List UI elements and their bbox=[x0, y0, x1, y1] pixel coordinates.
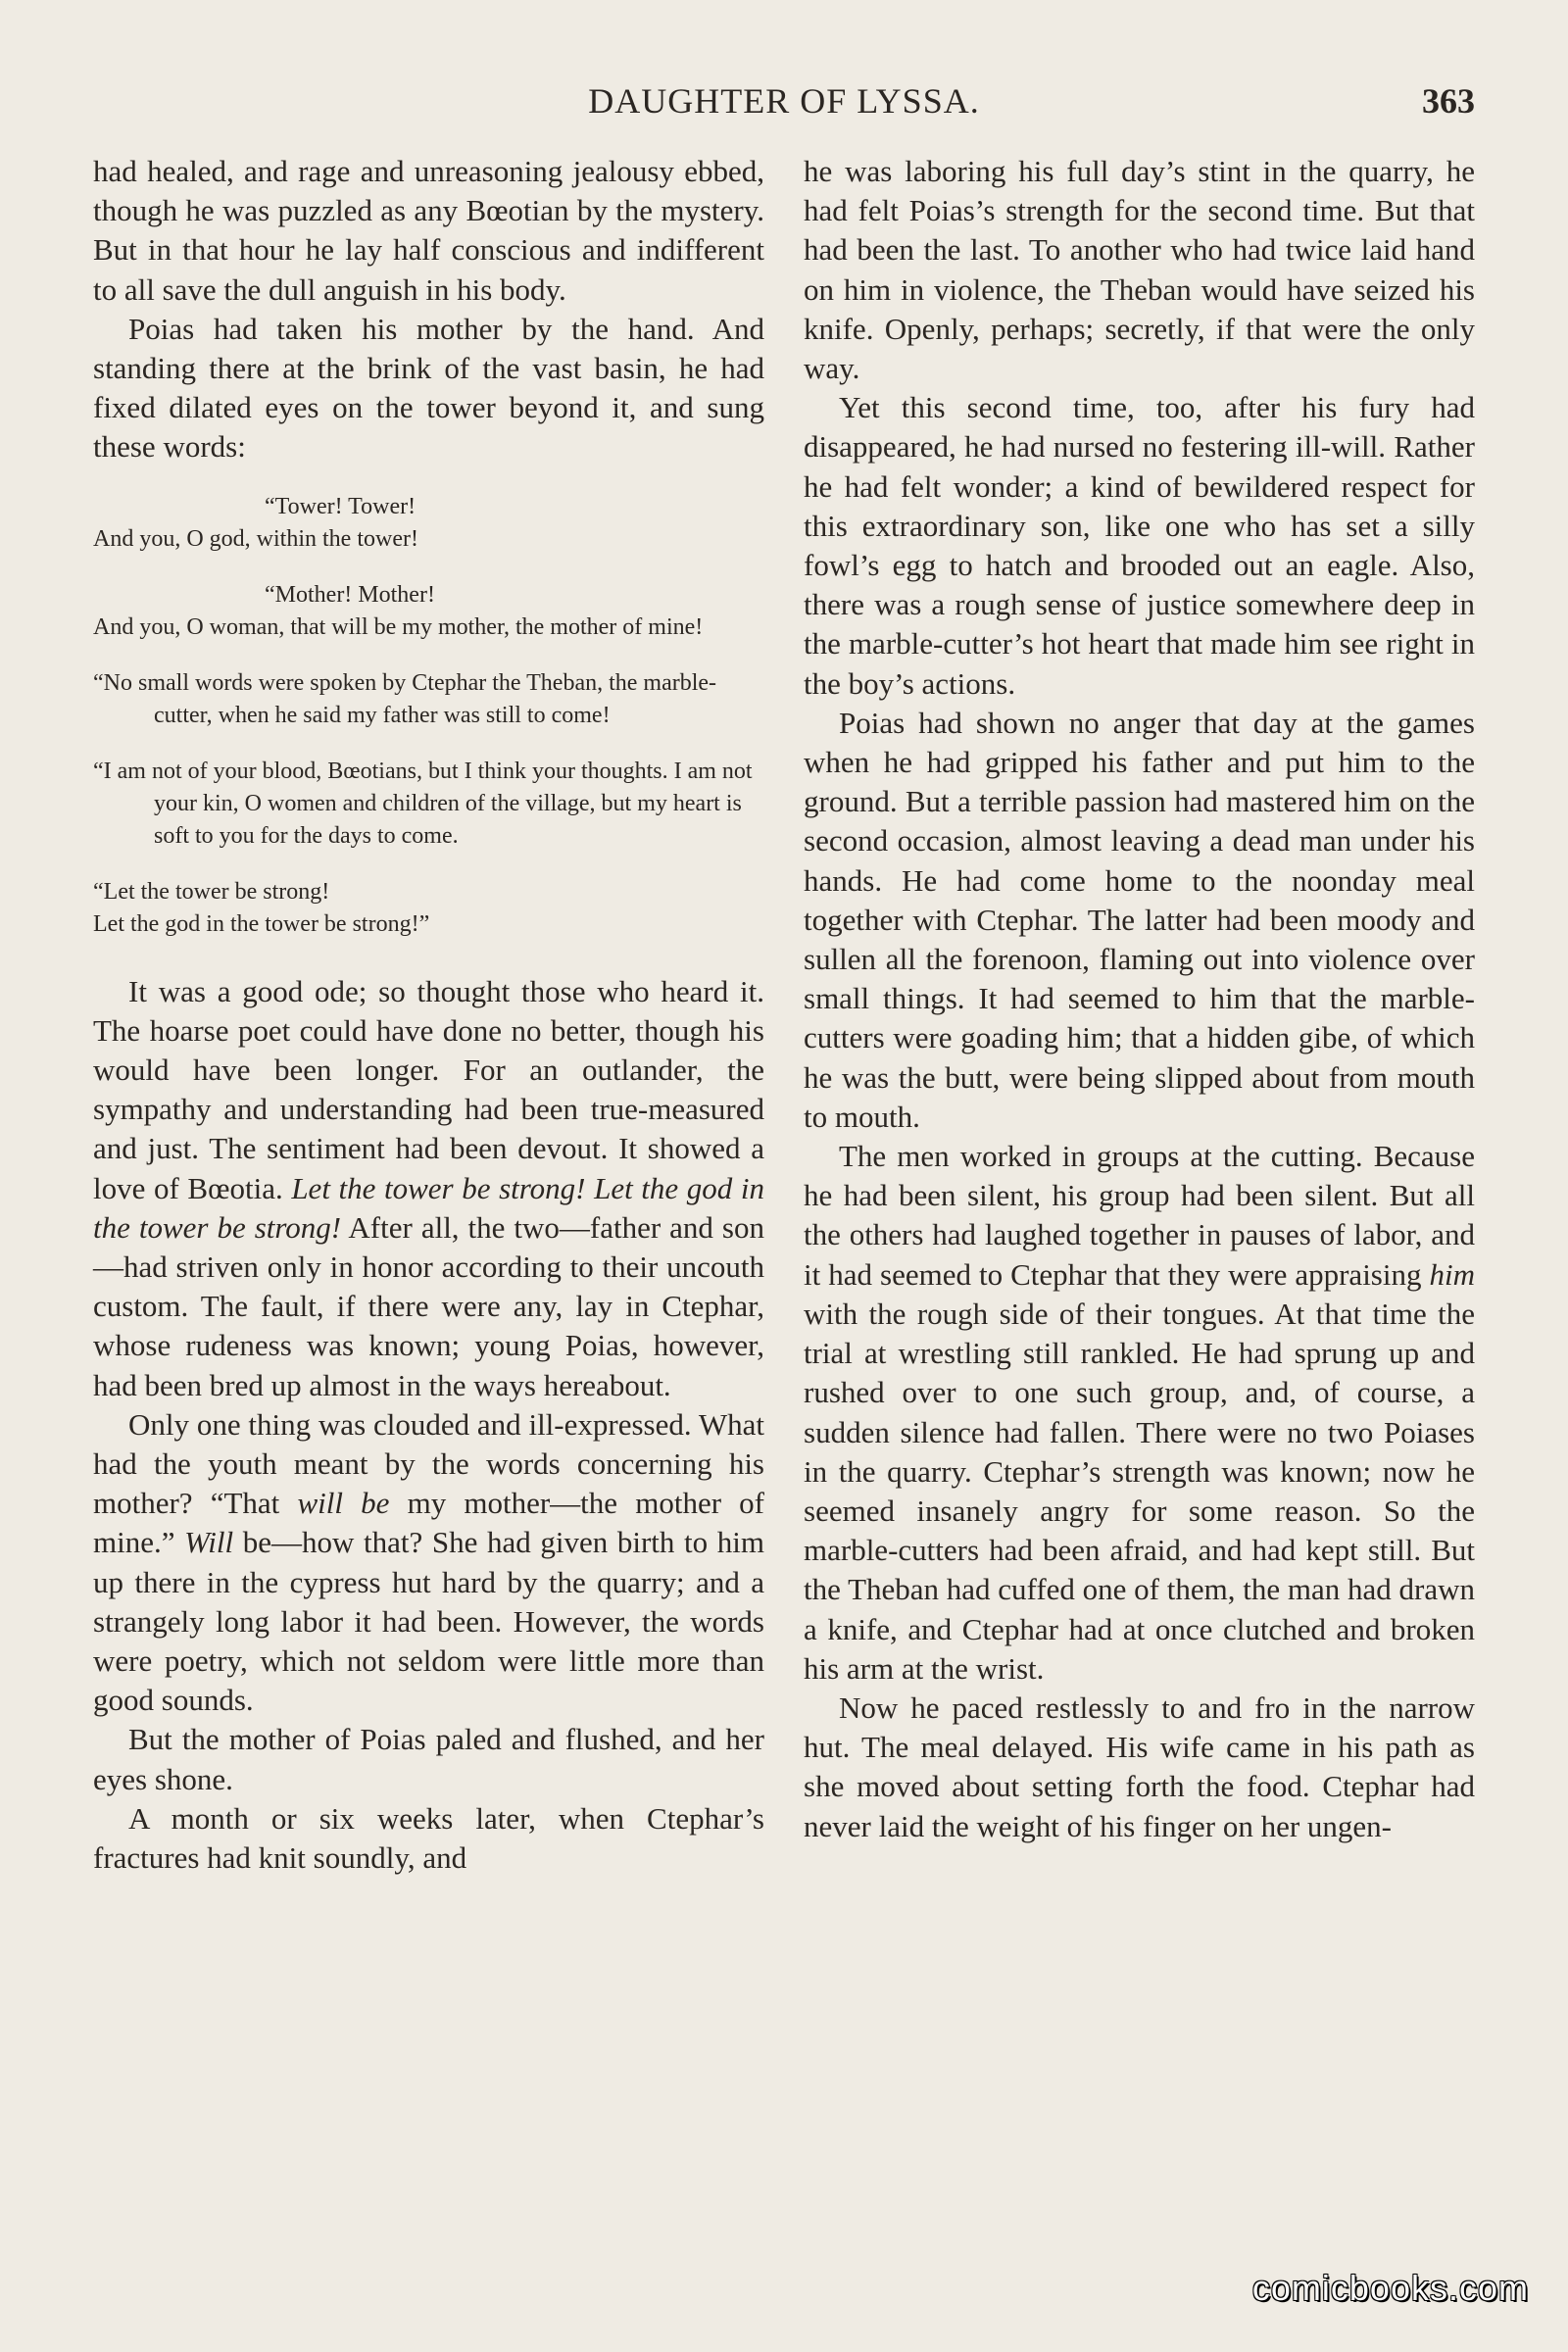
paragraph: Yet this second time, too, after his fury had disappeared, he had nursed no festering ill-will. Rather he had felt wonder; a kind of bewildered respect for this extraordinary son, like one who has set a silly fowl’s egg to hatch and brooded out an eagle. Also, there was a rough sense of justice somewhere deep in the marble-cutter’s hot heart that made him see right in the boy’s actions. bbox=[804, 390, 1475, 701]
paragraph: Now he paced restlessly to and fro in the narrow hut. The meal delayed. His wife came in his path as she moved about setting forth the food. Ctephar had never laid the weight of his finger on her ungen- bbox=[804, 1690, 1475, 1843]
verse-line: And you, O god, within the tower! bbox=[93, 525, 418, 552]
text-run: Only one thing was clouded and ill-expressed. What had the youth meant by the words concerning his mother? “That bbox=[93, 1406, 764, 1521]
verse-line: “No small words were spoken by Ctephar the Theban, the marble-cutter, when he said my father was still to come! bbox=[93, 669, 717, 728]
verse-line: “Tower! Tower! bbox=[265, 493, 416, 519]
verse-line: “Let the tower be strong! bbox=[93, 878, 330, 905]
paragraph: he was laboring his full day’s stint in the quarry, he had felt Poias’s strength for the second time. But that had been the last. To another who had twice laid hand on him in violence, the Theban would have seized his knife. Openly, perhaps; secretly, if that were the only way. bbox=[804, 154, 1475, 386]
italic-text: Will bbox=[184, 1525, 234, 1560]
text-run: with the rough side of their tongues. At that time the trial at wrestling still rankled. He had sprung up and rushed over to one such group, and, of course, a sudden silence had fallen. There were no two Poiases in the quarry. Ctephar’s strength was known; now he seemed insanely angry for some reason. So the marble-cutters had been afraid, and had kept still. But the Theban had cuffed one of them, the man had drawn a knife, and Ctephar had at once clutched and broken his arm at the wrist. bbox=[804, 1296, 1475, 1686]
paragraph: A month or six weeks later, when Ctephar’s fractures had knit soundly, and bbox=[93, 1800, 764, 1876]
song-verse bbox=[93, 491, 764, 941]
verse-line: “I am not of your blood, Bœotians, but I think your thoughts. I am not your kin, O women and children of the village, but my heart is soft to you for the days to come. bbox=[93, 758, 753, 849]
paragraph: Poias had taken his mother by the hand. And standing there at the brink of the vast basin, he had fixed dilated eyes on the tower beyond it, and sung these words: bbox=[93, 311, 764, 465]
text-run: It was a good ode; so thought those who heard it. The hoarse poet could have done no better, though his would have been longer. For an outlander, the sympathy and understanding had been true-measured and just. The sentiment had been devout. It showed a love of Bœotia. bbox=[93, 973, 764, 1205]
verse-line: Let the god in the tower be strong!” bbox=[93, 910, 430, 937]
paragraph: had healed, and rage and unreasoning jealousy ebbed, though he was puzzled as any Bœotian by the mystery. But in that hour he lay half conscious and indifferent to all save the dull anguish in his body. bbox=[93, 154, 764, 307]
running-title: DAUGHTER OF LYSSA. bbox=[588, 81, 980, 121]
paragraph: But the mother of Poias paled and flushed, and her eyes shone. bbox=[93, 1722, 764, 1796]
italic-text: him bbox=[1429, 1256, 1475, 1292]
italic-text: will be bbox=[297, 1486, 390, 1521]
verse-line: “Mother! Mother! bbox=[265, 581, 435, 608]
page-number: 363 bbox=[1422, 81, 1475, 121]
text-run: be—how that? She had given birth to him up there in the cypress hut hard by the quarry; and a strangely long labor it had been. However, the words were poetry, which not seldom were little more than good sounds. bbox=[93, 1525, 764, 1718]
text-run: my mother—the mother of mine.” bbox=[93, 1486, 765, 1560]
right-column bbox=[804, 152, 1475, 1846]
paragraph bbox=[804, 1137, 1475, 1689]
text-run: The men worked in groups at the cutting. Because he had been silent, his group had been silent. But all the others had laughed together in pauses of labor, and it had seemed to Ctephar that they were appraising bbox=[804, 1139, 1475, 1292]
page-header bbox=[93, 80, 1475, 129]
paragraph bbox=[93, 972, 764, 1405]
left-column bbox=[93, 152, 764, 1878]
site-watermark: comicbooks.com bbox=[1251, 2268, 1529, 2308]
paragraph bbox=[93, 1405, 764, 1721]
text-run: After all, the two—father and son—had striven only in honor according to their uncouth custom. The fault, if there were any, lay in Ctephar, whose rudeness was known; young Poias, however, had been bred up almost in the ways hereabout. bbox=[93, 1209, 764, 1402]
paragraph: Poias had shown no anger that day at the games when he had gripped his father and put him to the ground. But a terrible passion had mastered him on the second occasion, almost leaving a dead man under his hands. He had come home to the noonday meal together with Ctephar. The latter had been moody and sullen all the forenoon, flaming out into violence over small things. It had seemed to him that the marble-cutters were goading him; that a hidden gibe, of which he was the butt, were being slipped about from mouth to mouth. bbox=[804, 705, 1475, 1134]
italic-text: Let the tower be strong! Let the god in the tower be strong! bbox=[93, 1170, 764, 1245]
verse-line: And you, O woman, that will be my mother, the mother of mine! bbox=[93, 613, 704, 640]
